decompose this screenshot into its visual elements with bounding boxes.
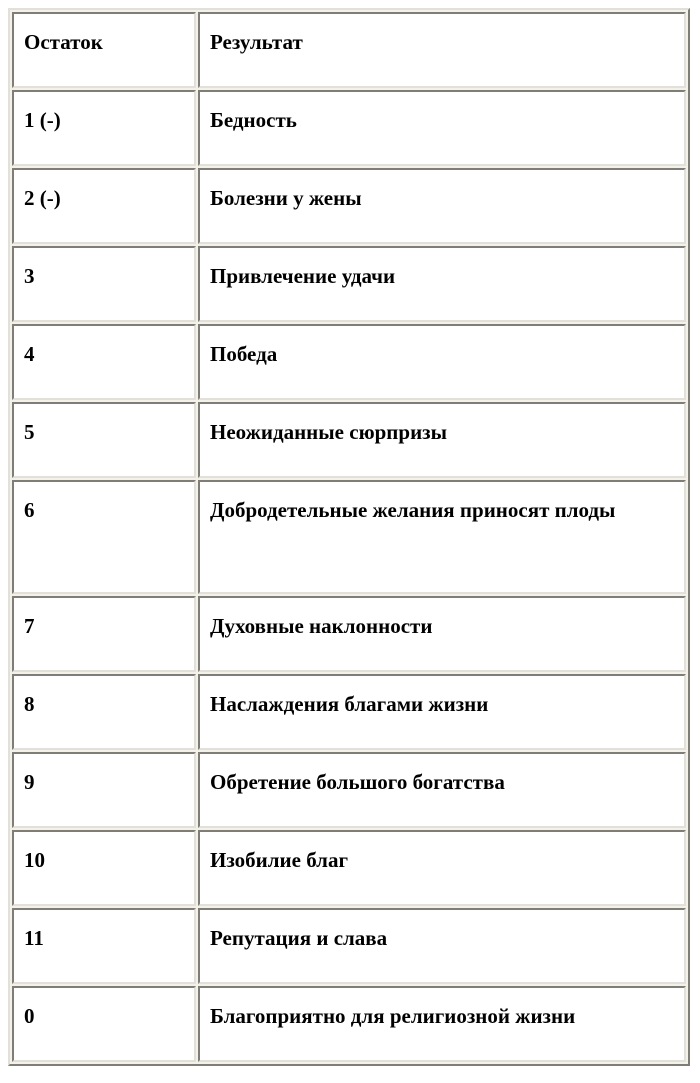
table-row [12, 324, 686, 400]
cell-remainder: 6 [12, 480, 196, 594]
cell-remainder: 3 [12, 246, 196, 322]
table-row [12, 596, 686, 672]
table-row [12, 908, 686, 984]
cell-result: Благоприятно для религиозной жизни [198, 986, 686, 1062]
cell-remainder: 0 [12, 986, 196, 1062]
cell-result: Победа [198, 324, 686, 400]
cell-result: Добродетельные желания приносят плоды [198, 480, 686, 594]
cell-remainder: 8 [12, 674, 196, 750]
page-content [8, 8, 690, 1066]
header-remainder: Остаток [12, 12, 196, 88]
cell-result: Неожиданные сюрпризы [198, 402, 686, 478]
cell-result: Духовные наклонности [198, 596, 686, 672]
cell-remainder: 7 [12, 596, 196, 672]
cell-remainder: 5 [12, 402, 196, 478]
table-header-row [12, 12, 686, 88]
table-row [12, 830, 686, 906]
cell-remainder: 9 [12, 752, 196, 828]
cell-result: Болезни у жены [198, 168, 686, 244]
header-result: Результат [198, 12, 686, 88]
table-row [12, 246, 686, 322]
remainder-result-table [8, 8, 690, 1066]
table-row [12, 480, 686, 594]
table-row [12, 986, 686, 1062]
table-row [12, 402, 686, 478]
cell-result: Репутация и слава [198, 908, 686, 984]
table-row [12, 752, 686, 828]
cell-remainder: 1 (-) [12, 90, 196, 166]
cell-remainder: 4 [12, 324, 196, 400]
table-row [12, 674, 686, 750]
cell-result: Изобилие благ [198, 830, 686, 906]
cell-remainder: 11 [12, 908, 196, 984]
cell-remainder: 2 (-) [12, 168, 196, 244]
cell-result: Наслаждения благами жизни [198, 674, 686, 750]
cell-result: Обретение большого богатства [198, 752, 686, 828]
table-row [12, 90, 686, 166]
cell-result: Бедность [198, 90, 686, 166]
cell-remainder: 10 [12, 830, 196, 906]
table-row [12, 168, 686, 244]
cell-result: Привлечение удачи [198, 246, 686, 322]
